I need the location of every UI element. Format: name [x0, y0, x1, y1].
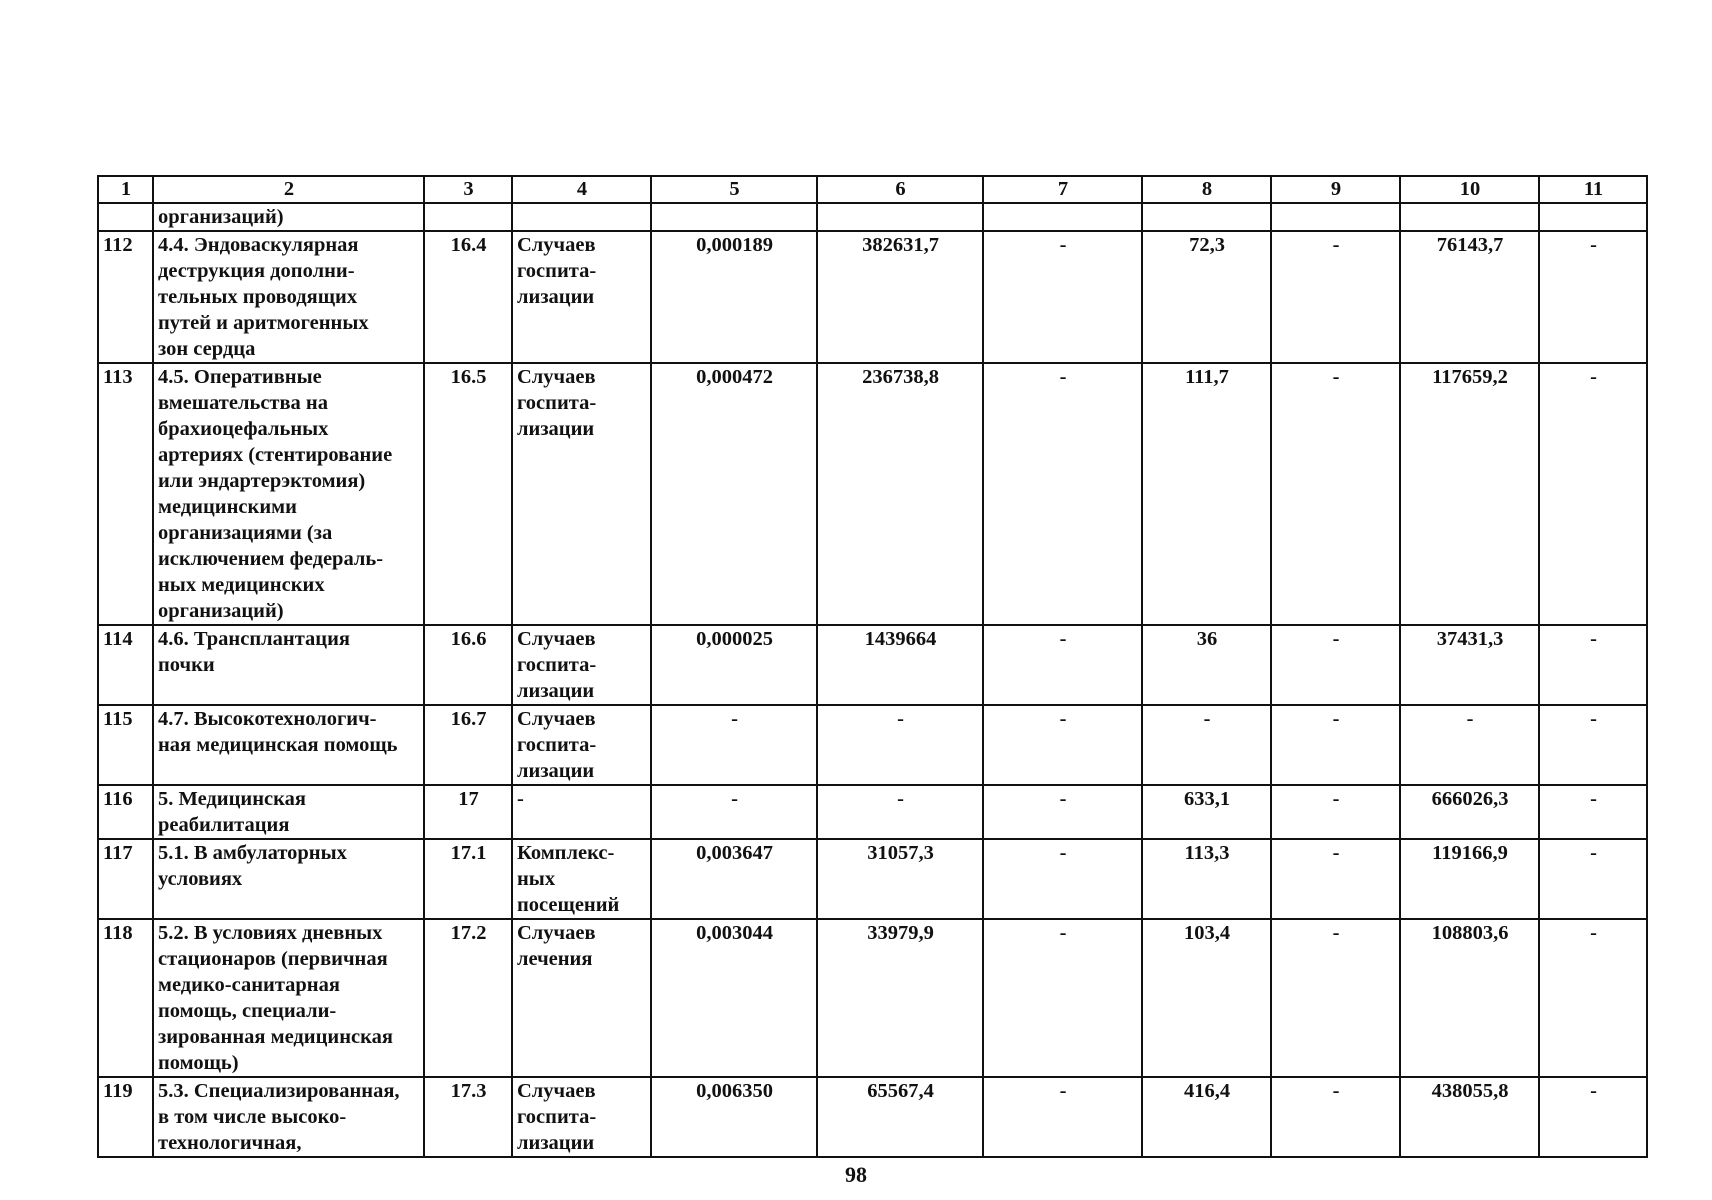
row-code-cell-text: 17 [458, 788, 479, 810]
row-unit-cell-text: Случаев госпита- лизации [517, 628, 597, 702]
row-col7-cell-text: - [1059, 366, 1067, 388]
row-col5-cell [651, 231, 817, 363]
row-col6-cell [817, 919, 983, 1077]
row-number-cell-text: 117 [103, 842, 133, 864]
header-cell-7: 7 [983, 176, 1142, 203]
row-code-cell-text: 17.1 [450, 842, 487, 864]
row-name-cell-text: 4.5. Оперативные вмешательства на брахиоцефальных артериях (стентирование или эндартерэктомия) медицинскими организациями (за исключением федераль- ных медицинских организаций) [158, 366, 393, 622]
row-code-cell [424, 1077, 512, 1157]
header-cell-5: 5 [651, 176, 817, 203]
row-col9-cell [1271, 1077, 1400, 1157]
row-col6-cell-text: 1439664 [864, 628, 937, 650]
row-name-cell [153, 231, 424, 363]
row-col8-cell-text: 111,7 [1185, 366, 1229, 388]
row-name-cell [153, 625, 424, 705]
row-col9-cell [1271, 363, 1400, 625]
row-code-cell [424, 363, 512, 625]
row-name-cell-text: 4.7. Высокотехнологич- ная медицинская помощь [158, 708, 398, 756]
table-row [98, 231, 1647, 363]
row-col7-cell-text: - [1059, 628, 1067, 650]
table-row [98, 705, 1647, 785]
row-code-cell-text: 17.3 [450, 1080, 487, 1102]
row-col9-cell-text: - [1332, 1080, 1340, 1102]
row-name-cell [153, 363, 424, 625]
row-col5-cell [651, 363, 817, 625]
row-number-cell-text: 113 [103, 366, 133, 388]
row-col9-cell [1271, 231, 1400, 363]
row-code-cell [424, 705, 512, 785]
row-col10-cell [1400, 919, 1539, 1077]
row-unit-cell-text: Случаев госпита- лизации [517, 708, 597, 782]
row-col10-cell-text: 666026,3 [1431, 788, 1509, 810]
row-col10-cell [1400, 1077, 1539, 1157]
row-col8-cell-text: 113,3 [1184, 842, 1230, 864]
row-col9-cell-text: - [1332, 788, 1340, 810]
row-col11-cell-text: - [1590, 628, 1597, 650]
row-col8-cell-text: 36 [1196, 628, 1218, 650]
row-code-cell-text: 16.5 [450, 366, 487, 388]
row-col9-cell [1271, 625, 1400, 705]
row-col11-cell [1539, 839, 1647, 919]
row-col6-cell-text: 31057,3 [867, 842, 934, 864]
row-col10-cell-text: 117659,2 [1432, 366, 1508, 388]
row-name-cell [153, 919, 424, 1077]
row-code-cell-text: 17.2 [450, 922, 487, 944]
header-cell-1: 1 [98, 176, 153, 203]
row-col10-cell [1400, 705, 1539, 785]
row-col10-cell-text: 76143,7 [1436, 234, 1504, 256]
row-col10-cell [1400, 839, 1539, 919]
row-col10-cell [1400, 625, 1539, 705]
row-col10-cell-text: 37431,3 [1436, 628, 1504, 650]
row-col11-cell-text: - [1590, 922, 1597, 944]
row-unit-cell [512, 625, 651, 705]
row-col11-cell-text: - [1590, 842, 1597, 864]
continuation-cell-10 [1400, 203, 1539, 231]
row-unit-cell [512, 919, 651, 1077]
continuation-cell-5 [651, 203, 817, 231]
continuation-cell-8 [1142, 203, 1271, 231]
row-code-cell-text: 16.4 [450, 234, 487, 256]
row-unit-cell [512, 231, 651, 363]
row-col11-cell-text: - [1590, 708, 1597, 730]
row-number-cell [98, 785, 153, 839]
page-number: 98 [845, 1162, 867, 1187]
row-name-cell-text: 5. Медицинская реабилитация [158, 788, 306, 836]
row-col6-cell [817, 839, 983, 919]
row-col8-cell [1142, 705, 1271, 785]
row-col7-cell [983, 363, 1142, 625]
row-col7-cell [983, 625, 1142, 705]
table-row [98, 919, 1647, 1077]
row-unit-cell [512, 1077, 651, 1157]
row-number-cell [98, 1077, 153, 1157]
row-col6-cell-text: 33979,9 [867, 922, 934, 944]
row-col5-cell [651, 705, 817, 785]
row-col10-cell-text: 108803,6 [1431, 922, 1509, 944]
row-code-cell [424, 839, 512, 919]
row-unit-cell [512, 363, 651, 625]
row-col11-cell [1539, 231, 1647, 363]
row-unit-cell [512, 705, 651, 785]
row-col7-cell-text: - [1059, 234, 1067, 256]
row-col7-cell-text: - [1059, 1080, 1067, 1102]
row-col9-cell [1271, 785, 1400, 839]
header-cell-10: 10 [1400, 176, 1539, 203]
row-col11-cell-text: - [1590, 788, 1597, 810]
continuation-cell-6 [817, 203, 983, 231]
row-col11-cell [1539, 1077, 1647, 1157]
header-cell-3: 3 [424, 176, 512, 203]
row-col8-cell [1142, 231, 1271, 363]
table-row [98, 785, 1647, 839]
row-col8-cell-text: - [1203, 708, 1211, 730]
row-col6-cell-text: - [897, 708, 904, 730]
row-col9-cell [1271, 919, 1400, 1077]
row-col11-cell-text: - [1590, 234, 1597, 256]
table-row [98, 625, 1647, 705]
row-name-cell [153, 705, 424, 785]
row-col9-cell-text: - [1332, 708, 1340, 730]
table-row [98, 839, 1647, 919]
row-col5-cell-text: 0,003647 [696, 842, 773, 864]
row-col7-cell-text: - [1059, 788, 1067, 810]
row-col5-cell [651, 625, 817, 705]
row-code-cell-text: 16.7 [450, 708, 487, 730]
row-col5-cell-text: - [731, 708, 738, 730]
continuation-cell-9 [1271, 203, 1400, 231]
row-name-cell-text: 5.2. В условиях дневных стационаров (первичная медико-санитарная помощь, специали- зированная медицинская помощь) [158, 922, 393, 1074]
row-col8-cell [1142, 839, 1271, 919]
row-code-cell [424, 625, 512, 705]
row-col5-cell-text: 0,003044 [696, 922, 773, 944]
row-col6-cell-text: 65567,4 [867, 1080, 934, 1102]
row-col11-cell [1539, 919, 1647, 1077]
row-number-cell [98, 363, 153, 625]
row-number-cell [98, 919, 153, 1077]
row-col8-cell-text: 633,1 [1183, 788, 1231, 810]
row-col9-cell [1271, 705, 1400, 785]
row-number-cell-text: 112 [103, 234, 133, 256]
row-col7-cell-text: - [1059, 922, 1067, 944]
row-col11-cell [1539, 705, 1647, 785]
row-col8-cell-text: 416,4 [1183, 1080, 1231, 1102]
row-name-cell-text: 5.1. В амбулаторных условиях [158, 842, 347, 890]
column-number-header-row [98, 176, 1647, 203]
row-col6-cell [817, 1077, 983, 1157]
row-col5-cell-text: 0,006350 [696, 1080, 773, 1102]
row-unit-cell-text: Комплекс- ных посещений [517, 842, 620, 916]
row-col7-cell [983, 785, 1142, 839]
row-col6-cell [817, 785, 983, 839]
continuation-cell-7 [983, 203, 1142, 231]
row-col6-cell [817, 363, 983, 625]
continuation-cell-4 [512, 203, 651, 231]
row-col5-cell-text: 0,000189 [696, 234, 773, 256]
row-col6-cell-text: 382631,7 [862, 234, 939, 256]
row-col9-cell-text: - [1332, 366, 1340, 388]
row-col8-cell-text: 72,3 [1189, 234, 1225, 256]
header-cell-9: 9 [1271, 176, 1400, 203]
continuation-row [98, 203, 1647, 231]
header-cell-8: 8 [1142, 176, 1271, 203]
row-col7-cell [983, 1077, 1142, 1157]
row-number-cell-text: 119 [103, 1080, 133, 1102]
row-col9-cell-text: - [1332, 842, 1340, 864]
row-col10-cell [1400, 785, 1539, 839]
header-cell-11: 11 [1539, 176, 1647, 203]
row-col7-cell [983, 231, 1142, 363]
row-number-cell [98, 625, 153, 705]
row-unit-cell [512, 785, 651, 839]
row-col11-cell [1539, 625, 1647, 705]
row-col8-cell [1142, 625, 1271, 705]
table-row [98, 1077, 1647, 1157]
row-col10-cell-text: 438055,8 [1431, 1080, 1509, 1102]
row-number-cell [98, 231, 153, 363]
row-number-cell [98, 705, 153, 785]
row-col10-cell-text: 119166,9 [1432, 842, 1508, 864]
table-row [98, 363, 1647, 625]
row-unit-cell-text: - [517, 788, 524, 810]
row-number-cell-text: 114 [103, 628, 133, 650]
row-code-cell [424, 785, 512, 839]
continuation-cell-3 [424, 203, 512, 231]
row-col8-cell [1142, 363, 1271, 625]
row-col9-cell-text: - [1332, 922, 1340, 944]
row-col10-cell [1400, 363, 1539, 625]
row-col11-cell [1539, 363, 1647, 625]
header-cell-4: 4 [512, 176, 651, 203]
continuation-cell-11 [1539, 203, 1647, 231]
row-col5-cell [651, 839, 817, 919]
row-unit-cell-text: Случаев госпита- лизации [517, 366, 597, 440]
row-col11-cell-text: - [1590, 366, 1597, 388]
row-col9-cell [1271, 839, 1400, 919]
row-code-cell [424, 231, 512, 363]
row-name-cell [153, 1077, 424, 1157]
row-col8-cell [1142, 1077, 1271, 1157]
row-col7-cell [983, 919, 1142, 1077]
row-unit-cell-text: Случаев госпита- лизации [517, 234, 597, 308]
row-col8-cell [1142, 785, 1271, 839]
data-table [97, 175, 1648, 1158]
row-number-cell-text: 115 [103, 708, 133, 730]
row-col8-cell-text: 103,4 [1183, 922, 1231, 944]
row-name-cell [153, 785, 424, 839]
row-unit-cell-text: Случаев лечения [517, 922, 596, 970]
row-code-cell [424, 919, 512, 1077]
row-number-cell-text: 116 [103, 788, 133, 810]
header-cell-6: 6 [817, 176, 983, 203]
continuation-num-cell [98, 203, 153, 231]
row-col11-cell [1539, 785, 1647, 839]
row-col6-cell-text: - [897, 788, 904, 810]
row-col11-cell-text: - [1590, 1080, 1597, 1102]
row-col5-cell [651, 1077, 817, 1157]
table-body [98, 176, 1647, 1157]
row-col5-cell [651, 919, 817, 1077]
row-name-cell [153, 839, 424, 919]
row-number-cell [98, 839, 153, 919]
row-col10-cell-text: - [1466, 708, 1474, 730]
row-col6-cell [817, 231, 983, 363]
row-col6-cell-text: 236738,8 [862, 366, 939, 388]
row-name-cell-text: 4.4. Эндоваскулярная деструкция дополни- тельных проводящих путей и аритмогенных зон сердца [158, 234, 369, 360]
row-col6-cell [817, 705, 983, 785]
row-col7-cell-text: - [1059, 708, 1067, 730]
row-col5-cell-text: - [731, 788, 738, 810]
header-cell-2: 2 [153, 176, 424, 203]
row-code-cell-text: 16.6 [450, 628, 487, 650]
row-col5-cell-text: 0,000472 [696, 366, 773, 388]
row-col6-cell [817, 625, 983, 705]
row-col7-cell [983, 705, 1142, 785]
continuation-name-cell: организаций) [153, 203, 424, 231]
row-number-cell-text: 118 [103, 922, 133, 944]
row-name-cell-text: 5.3. Специализированная, в том числе высоко- технологичная, [158, 1080, 400, 1154]
row-col9-cell-text: - [1332, 628, 1340, 650]
row-col8-cell [1142, 919, 1271, 1077]
row-col9-cell-text: - [1332, 234, 1340, 256]
row-col5-cell [651, 785, 817, 839]
row-unit-cell-text: Случаев госпита- лизации [517, 1080, 597, 1154]
row-col7-cell [983, 839, 1142, 919]
row-col10-cell [1400, 231, 1539, 363]
row-name-cell-text: 4.6. Трансплантация почки [158, 628, 350, 676]
row-col5-cell-text: 0,000025 [696, 628, 773, 650]
row-unit-cell [512, 839, 651, 919]
row-col7-cell-text: - [1059, 842, 1067, 864]
